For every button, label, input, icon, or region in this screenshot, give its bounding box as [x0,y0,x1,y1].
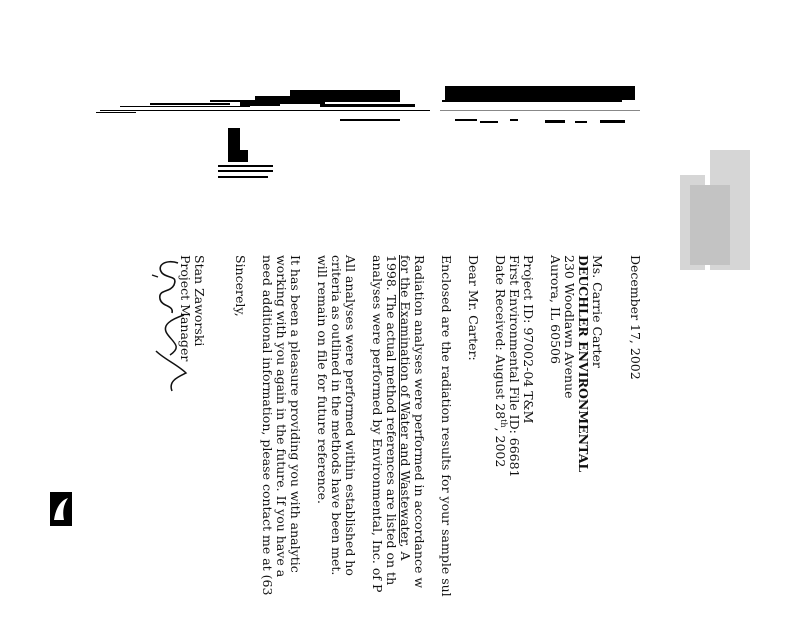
letter-body [110,255,650,615]
paragraph-2-line-2 [398,255,413,561]
paragraph-3-line-2: criteria as outlined in the methods have been met. [329,255,344,576]
paragraph-4-line-2: working with you again in the future. If you have a [274,255,289,578]
paragraph-3-line-1: All analyses were performed within established ho [343,255,358,576]
project-id: Project ID: 97002-04 T&M [521,255,536,424]
recipient-city: Aurora, IL 60506 [548,255,563,364]
p2-line2-b: and [398,438,413,471]
recipient-name: Ms. Carrie Carter [590,255,605,368]
paragraph-4-line-1: It has been a pleasure providing you with analytic [288,255,303,573]
date-received-sup: th [499,419,509,428]
date-received [493,255,508,467]
recipient-company: DEUCHLER ENVIRONMENTAL [576,255,591,473]
paragraph-4-line-3: need additional information, please contact me at (63 [260,255,275,596]
paragraph-2-line-4: analyses were performed by Environmental, Inc. of P [370,255,385,593]
signer-name: Stan Zaworski [192,255,207,347]
p2-line2-water: Water [398,401,413,439]
salutation: Dear Mr. Carter: [466,255,481,361]
signer-title: Project Manager [178,255,193,362]
p2-line2-c: , A [398,543,413,561]
recipient-street: 230 Woodlawn Avenue [562,255,577,399]
paragraph-2-line-1: Radiation analyses were performed in accordance w [412,255,427,589]
letter-date: December 17, 2002 [628,255,643,380]
closing: Sincerely, [233,255,248,317]
paragraph-2-line-3: 1998. The actual method references are listed on th [384,255,399,586]
p2-line2-a: for the Examination of [398,255,413,402]
paragraph-3-line-3: will remain on file for future reference. [315,255,330,505]
company-logo-icon [50,492,72,526]
date-received-suffix: , 2002 [493,427,508,468]
p2-line2-wastewater: Wastewater [398,470,413,544]
file-id: First Environmental File ID: 66681 [507,255,522,478]
handwritten-signature-icon [148,255,190,395]
paragraph-1: Enclosed are the radiation results for your sample sul [439,255,454,597]
date-received-prefix: Date Received: August 28 [493,255,508,420]
